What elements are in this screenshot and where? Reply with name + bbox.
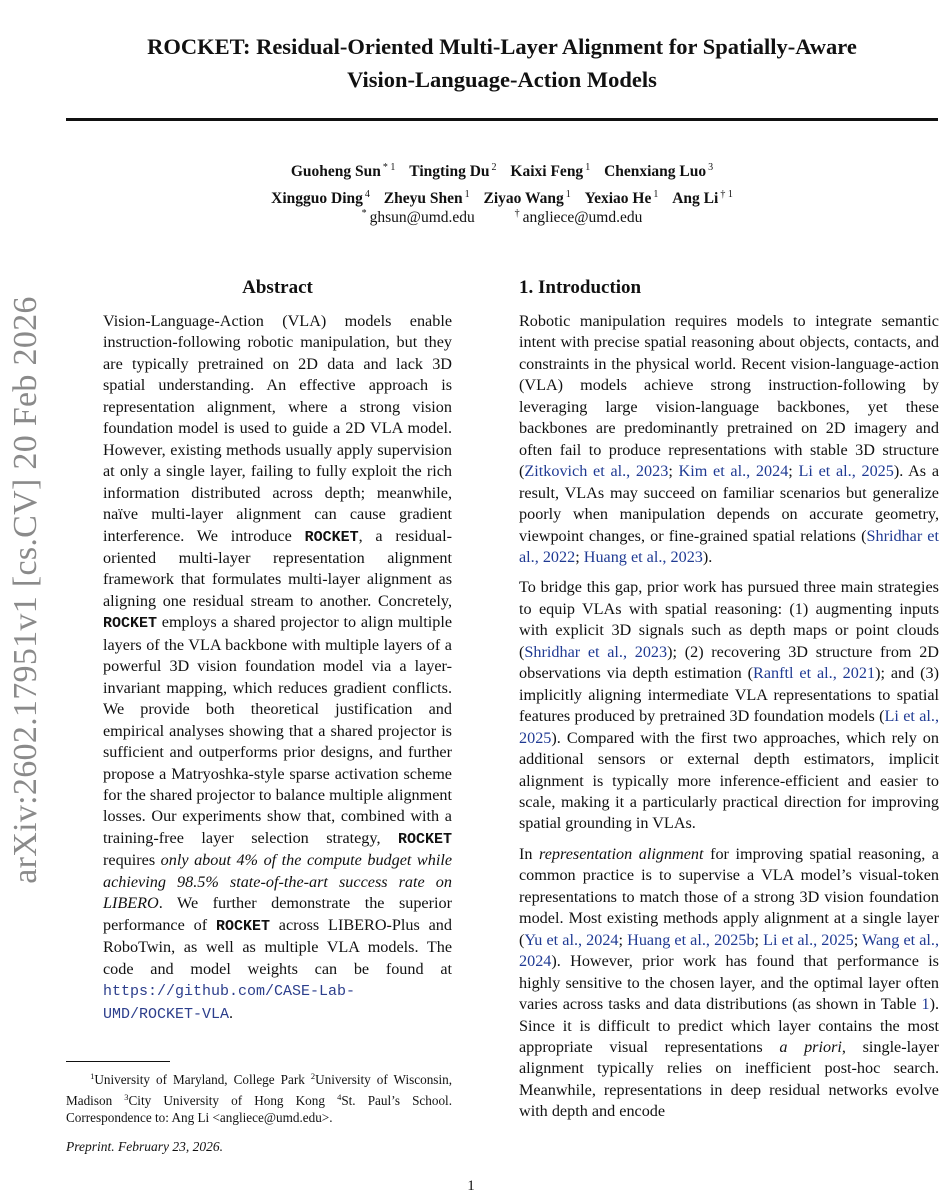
abstract-body: Vision-Language-Action (VLA) models enable instruction-following robotic manipulation, but they are typically pretrained on 2D data and lack 3D spatial understanding. An effective approach is representation alignment, where a strong vision foundation model is used to guide a 2D VLA model. However, existing methods usually apply supervision at only a single layer, failing to fully exploit the rich information distributed across depth; meanwhile, naïve multi-layer alignment can cause gradient interference. We introduce ROCKET, a residual-oriented multi-layer representation alignment framework that formulates multi-layer alignment as aligning one residual stream to another. Concretely, ROCKET employs a shared projector to align multiple layers of the VLA backbone with multiple layers of a powerful 3D vision foundation model via a layer-invariant mapping, which reduces gradient conflicts. We provide both theoretical justification and empirical analyses showing that a shared projector is sufficient and outperforms prior designs, and further propose a Matryoshka-style sparse activation scheme for the shared projector to balance multiple alignment losses. Our experiments show that, combined with a training-free layer selection strategy, ROCKET requires only about 4% of the compute budget while achieving 98.5% state-of-the-art success rate on LIBERO. We further demonstrate the superior performance of ROCKET across LIBERO-Plus and RoboTwin, as well as multiple VLA models. The code and model weights can be found at https://github.com/CASE-Lab-UMD/ROCKET-VLA.: [103, 312, 453, 1023]
citation-link[interactable]: Li et al., 2025: [763, 930, 854, 949]
author-list: [66, 156, 938, 210]
contact-emails: [66, 208, 938, 227]
paper-title: [66, 30, 938, 96]
citation-link[interactable]: Huang et al., 2025b: [627, 930, 755, 949]
intro-paragraph-1: Robotic manipulation requires models to integrate semantic intent with precise spatial reasoning about objects, contacts, and constraints in the physical world. Recent vision-language-action (VLA) models achieve strong instruction-following by leveraging large vision-language backbones, yet these backbones are predominantly pretrained on 2D imagery and often fail to produce representations with stable 3D structure (Zitkovich et al., 2023; Kim et al., 2024; Li et al., 2025). As a result, VLAs may succeed on familiar scenarios but generalize poorly when manipulation depends on accurate geometry, viewpoint changes, or fine-grained spatial relations (Shridhar et al., 2022; Huang et al., 2023).: [519, 312, 940, 566]
email[interactable]: † angliece@umd.edu: [514, 208, 643, 226]
author: Yexiao He $^1$: [584, 189, 659, 207]
arxiv-identifier-stamp: [6, 250, 46, 930]
citation-link[interactable]: Zitkovich et al., 2023: [524, 462, 669, 481]
introduction-column: [519, 276, 939, 1132]
citation-link[interactable]: Shridhar et al., 2023: [524, 642, 668, 661]
method-name: ROCKET: [103, 615, 158, 633]
intro-paragraph-2: To bridge this gap, prior work has pursued three main strategies to equip VLAs with spatial reasoning: (1) augmenting inputs with explicit 3D signals such as depth maps or point clouds (Shridhar et al., 2023); (2) recovering 3D structure from 2D observations via depth estimation (Ranftl et al., 2021); and (3) implicitly aligning intermediate VLA representations to spatial features produced by pretrained 3D foundation models (Li et al., 2025). Compared with the first two approaches, which rely on additional sensors or external depth estimators, implicit alignment is typically more inference-efficient and easier to scale, making it a particularly practical direction for improving spatial grounding in VLAs.: [519, 578, 940, 833]
author: Ang Li $^{\dagger 1}$: [672, 189, 733, 207]
email[interactable]: * ghsun@umd.edu: [361, 208, 475, 226]
title-rule: [66, 118, 938, 121]
page-number: 1: [467, 1178, 475, 1194]
citation-link[interactable]: Wang et al., 2024: [519, 930, 940, 971]
citation-link[interactable]: Li et al., 2025: [798, 462, 894, 481]
code-link[interactable]: https://github.com/CASE-Lab-UMD/ROCKET-VLA: [103, 983, 356, 1023]
author: Kaixi Feng $^1$: [510, 162, 591, 180]
author: Tingting Du $^2$: [409, 162, 497, 180]
method-name: ROCKET: [304, 528, 359, 546]
abstract-column: [103, 276, 452, 1034]
author: Guoheng Sun $^{* 1}$: [290, 162, 396, 180]
abstract-heading: Abstract: [242, 277, 313, 298]
affiliations-footnote: $^1$University of Maryland, College Park $^2$University of Wisconsin, Madison $^3$City University of Hong Kong $^4$St. Paul’s School. Correspondence to: Ang Li <angliece@umd.edu>.: [66, 1071, 452, 1125]
method-name: ROCKET: [215, 917, 270, 935]
citation-link[interactable]: Li et al., 2025: [519, 707, 940, 747]
title-line-1: ROCKET: Residual-Oriented Multi-Layer Alignment for Spatially-Aware: [147, 34, 857, 59]
footnote-rule: [66, 1061, 170, 1062]
citation-link[interactable]: Shridhar et al., 2022: [519, 526, 939, 566]
table-reference-link[interactable]: 1: [921, 995, 930, 1014]
author: Chenxiang Luo $^3$: [604, 162, 714, 180]
arxiv-stamp-text: arXiv:2602.17951v1 [cs.CV] 20 Feb 2026: [7, 296, 44, 884]
intro-paragraph-3: In representation alignment for improving spatial reasoning, a common practice is to supervise a VLA model’s visual-token representations to match those of a strong 3D vision foundation model. Most existing methods apply alignment at a single layer (Yu et al., 2024; Huang et al., 2025b; Li et al., 2025; Wang et al., 2024). However, prior work has found that performance is highly sensitive to the chosen layer, and the optimal layer often varies across tasks and data distributions (as shown in Table 1). Since it is difficult to predict which layer contains the most appropriate visual representations a priori, single-layer alignment typically relies on inefficient post-hoc search. Meanwhile, representations in deep residual networks evolve with depth and encode: [519, 844, 940, 1121]
introduction-heading: 1. Introduction: [519, 277, 642, 298]
preprint-date: Preprint. February 23, 2026.: [66, 1139, 223, 1154]
author: Xingguo Ding $^4$: [271, 189, 370, 207]
citation-link[interactable]: Ranftl et al., 2021: [753, 664, 876, 683]
key-result: only about 4% of the compute budget while achieving 98.5% state-of-the-art success rate on LIBERO: [103, 851, 453, 913]
citation-link[interactable]: Kim et al., 2024: [678, 462, 789, 481]
author: Ziyao Wang $^1$: [483, 189, 571, 207]
citation-link[interactable]: Yu et al., 2024: [524, 930, 619, 949]
citation-link[interactable]: Huang et al., 2023: [583, 547, 703, 566]
method-name: ROCKET: [397, 830, 452, 848]
author: Zheyu Shen $^1$: [383, 189, 470, 207]
title-line-2: Vision-Language-Action Models: [347, 67, 657, 92]
